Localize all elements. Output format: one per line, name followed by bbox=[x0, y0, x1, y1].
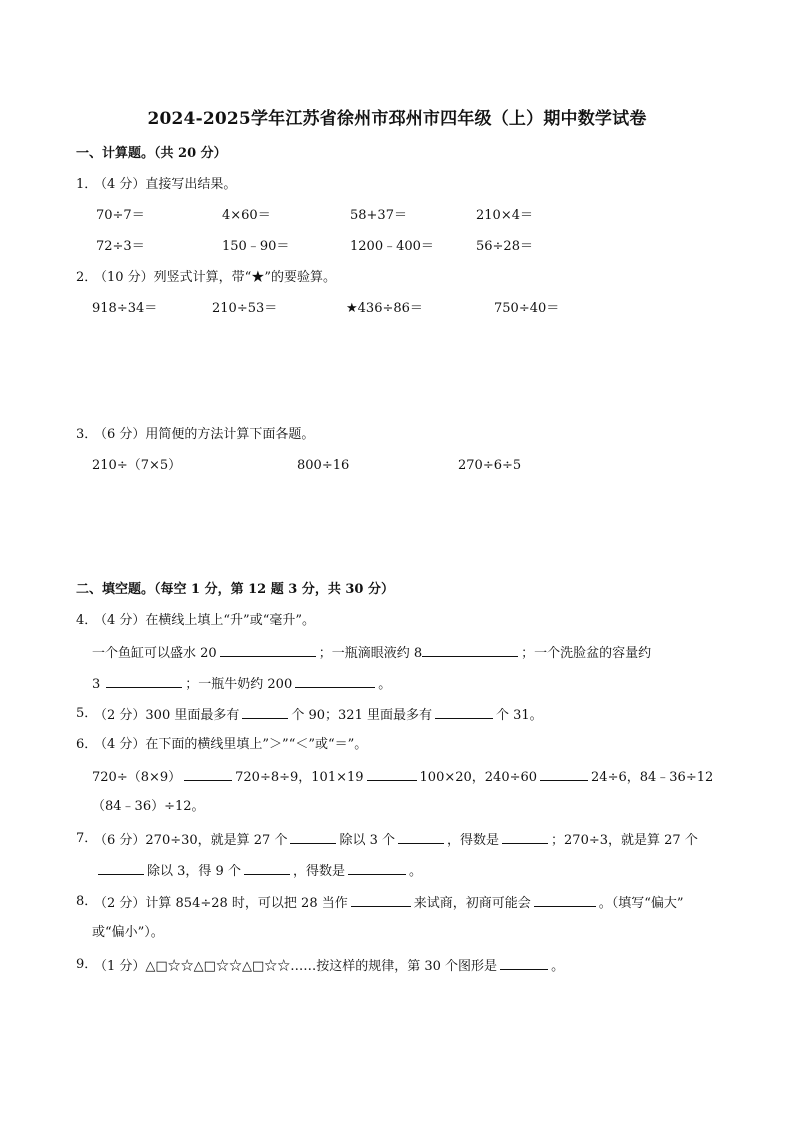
q8-part: 来试商，初商可能会 bbox=[413, 896, 531, 911]
q4-line1-part: ；一瓶滴眼液约 8 bbox=[318, 646, 423, 661]
q7-part: ，得数是 bbox=[447, 833, 500, 848]
q1-item: 1200﹣400＝ bbox=[350, 239, 434, 254]
q3-number: 3． bbox=[76, 427, 98, 442]
q4-text: （4 分）在横线上填上“升”或“毫升”。 bbox=[94, 613, 315, 628]
q9-part: 。 bbox=[551, 959, 565, 974]
q9-number: 9． bbox=[76, 957, 98, 972]
q7-part: 除以 3，得 9 个 bbox=[147, 864, 241, 879]
q3-item: 210÷（7×5） bbox=[92, 458, 182, 473]
q1-number: 1． bbox=[76, 177, 98, 192]
answer-blank[interactable] bbox=[348, 861, 406, 875]
answer-blank[interactable] bbox=[290, 830, 336, 844]
q3-text: （6 分）用简便的方法计算下面各题。 bbox=[94, 427, 315, 442]
q1-item: 72÷3＝ bbox=[96, 239, 145, 254]
q2-item: ★436÷86＝ bbox=[346, 301, 423, 316]
exam-title: 2024-2025学年江苏省徐州市邳州市四年级（上）期中数学试卷 bbox=[147, 109, 647, 129]
q7-line1 bbox=[94, 830, 698, 850]
q9-line bbox=[94, 956, 564, 976]
q8-number: 8． bbox=[76, 894, 98, 909]
q5-part: （2 分）300 里面最多有 bbox=[94, 708, 240, 723]
q6-line1 bbox=[92, 767, 713, 787]
q1-item: 56÷28＝ bbox=[476, 239, 533, 254]
section1-heading: 一、计算题。（共 20 分） bbox=[76, 146, 227, 161]
q4-line1-part: 一个鱼缸可以盛水 20 bbox=[92, 646, 217, 661]
answer-blank[interactable] bbox=[106, 674, 182, 688]
q4-number: 4． bbox=[76, 613, 98, 628]
q8-line1 bbox=[94, 893, 684, 913]
q1-item: 150﹣90＝ bbox=[222, 239, 290, 254]
q6-part: 24÷6，84﹣36÷12 bbox=[591, 770, 714, 785]
q5-number: 5． bbox=[76, 706, 98, 721]
q6-part: 720÷8÷9，101×19 bbox=[235, 770, 364, 785]
q3-item: 270÷6÷5 bbox=[458, 458, 522, 473]
q3-item: 800÷16 bbox=[297, 458, 350, 473]
q1-item: 210×4＝ bbox=[476, 208, 533, 223]
q6-part: 100×20，240÷60 bbox=[419, 770, 538, 785]
q4-line2-part: ；一瓶牛奶约 200 bbox=[185, 677, 293, 692]
q2-item: 750÷40＝ bbox=[494, 301, 560, 316]
q4-line2-part: 3 bbox=[92, 677, 101, 692]
answer-blank[interactable] bbox=[500, 956, 548, 970]
answer-blank[interactable] bbox=[98, 861, 144, 875]
answer-blank[interactable] bbox=[184, 767, 232, 781]
answer-blank[interactable] bbox=[435, 705, 493, 719]
q6-part: 720÷（8×9） bbox=[92, 770, 182, 785]
q5-part: 个 31。 bbox=[495, 708, 543, 723]
answer-blank[interactable] bbox=[244, 861, 290, 875]
answer-blank[interactable] bbox=[351, 893, 411, 907]
answer-blank[interactable] bbox=[367, 767, 417, 781]
answer-blank[interactable] bbox=[540, 767, 588, 781]
q5-line bbox=[94, 705, 543, 725]
q2-text: （10 分）列竖式计算，带“★”的要验算。 bbox=[94, 270, 336, 285]
q7-part: （6 分）270÷30，就是算 27 个 bbox=[94, 833, 288, 848]
answer-blank[interactable] bbox=[534, 893, 596, 907]
q4-line1-part: ；一个洗脸盆的容量约 bbox=[521, 646, 652, 661]
q1-item: 4×60＝ bbox=[222, 208, 271, 223]
q6-line2: （84﹣36）÷12。 bbox=[92, 799, 205, 814]
answer-blank[interactable] bbox=[242, 705, 288, 719]
q1-item: 70÷7＝ bbox=[96, 208, 145, 223]
q1-item: 58+37＝ bbox=[350, 208, 407, 223]
q4-line2-part: 。 bbox=[378, 677, 392, 692]
answer-blank[interactable] bbox=[502, 830, 548, 844]
q7-number: 7． bbox=[76, 831, 98, 846]
answer-blank[interactable] bbox=[220, 643, 316, 657]
q6-number: 6． bbox=[76, 737, 98, 752]
q7-part: ，得数是 bbox=[292, 864, 345, 879]
q2-item: 210÷53＝ bbox=[212, 301, 278, 316]
answer-blank[interactable] bbox=[295, 674, 375, 688]
q7-line2 bbox=[98, 861, 422, 881]
q9-part: （1 分）△□☆☆△□☆☆△□☆☆……按这样的规律，第 30 个图形是 bbox=[94, 959, 498, 974]
q8-part: （2 分）计算 854÷28 时，可以把 28 当作 bbox=[94, 896, 348, 911]
q5-part: 个 90；321 里面最多有 bbox=[291, 708, 432, 723]
section2-heading: 二、填空题。（每空 1 分，第 12 题 3 分，共 30 分） bbox=[76, 582, 394, 597]
q6-text: （4 分）在下面的横线里填上”＞”“＜”或“＝”。 bbox=[94, 737, 368, 752]
q8-part: 。（填写“偏大” bbox=[598, 896, 684, 911]
q1-text: （4 分）直接写出结果。 bbox=[94, 177, 237, 192]
q7-part: ；270÷3，就是算 27 个 bbox=[551, 833, 698, 848]
q2-item: 918÷34＝ bbox=[92, 301, 158, 316]
answer-blank[interactable] bbox=[422, 643, 518, 657]
q4-line2 bbox=[92, 674, 391, 694]
q7-part: 。 bbox=[408, 864, 422, 879]
q7-part: 除以 3 个 bbox=[339, 833, 396, 848]
q4-line1 bbox=[92, 643, 651, 663]
q8-line2: 或“偏小”）。 bbox=[92, 925, 164, 940]
q2-number: 2． bbox=[76, 270, 98, 285]
answer-blank[interactable] bbox=[398, 830, 444, 844]
